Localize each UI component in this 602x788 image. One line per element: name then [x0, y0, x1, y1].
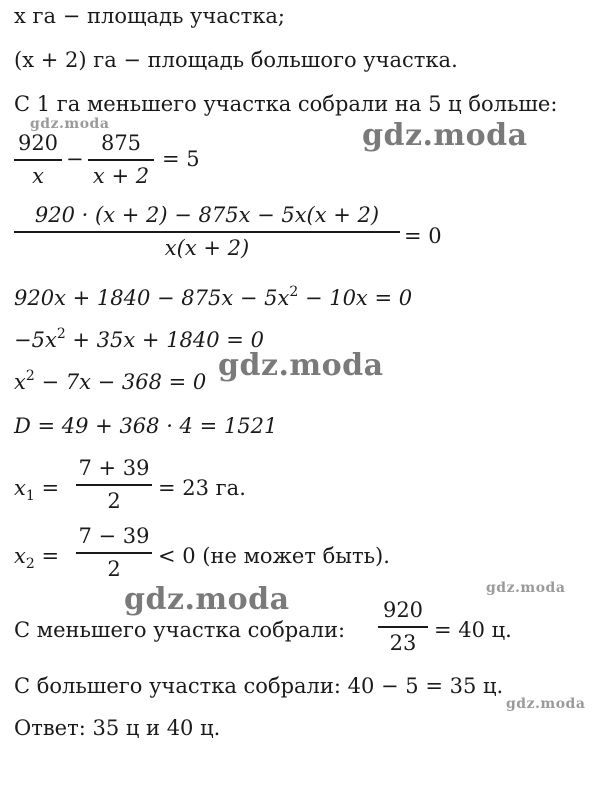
eq1-rhs: = 5: [162, 147, 200, 171]
small-plot-label: С меньшего участка собрали:: [14, 618, 346, 642]
eq4-part-a: −5x: [14, 328, 57, 352]
x1-num: 7 + 39: [78, 456, 150, 480]
x2-rhs: < 0 (не может быть).: [158, 544, 390, 568]
big-plot-line: С большего участка собрали: 40 − 5 = 35 ц.: [14, 674, 504, 698]
watermark: gdz.moda: [124, 582, 290, 617]
x2-den: 2: [107, 557, 121, 581]
x1-rhs: = 23 га.: [158, 476, 246, 500]
eq1-num-1: 920: [17, 131, 59, 155]
eq2-numerator: 920 · (x + 2) − 875x − 5x(x + 2): [34, 203, 380, 227]
x2-label: [14, 544, 60, 572]
fraction-bar: [378, 626, 428, 628]
fraction-bar: [76, 552, 152, 554]
watermark: gdz.moda: [486, 580, 566, 596]
x1-sub: 1: [25, 488, 35, 504]
eq4-part-c: + 35x + 1840 = 0: [65, 328, 264, 352]
x1-den: 2: [107, 489, 121, 513]
x2-sub: 2: [25, 556, 35, 572]
eq1-den-2: x + 2: [92, 164, 150, 188]
eq5-part-c: − 7x − 368 = 0: [34, 370, 207, 394]
eq1-den-1: x: [32, 164, 44, 188]
fraction-bar: [88, 159, 154, 161]
x2-fraction: [76, 526, 152, 580]
watermark: gdz.moda: [362, 118, 528, 153]
eq5-part-a: x: [14, 370, 26, 394]
x2-num: 7 − 39: [78, 524, 150, 548]
eq1-fraction-2: [88, 133, 154, 187]
answer-line: Ответ: 35 ц и 40 ц.: [14, 716, 221, 740]
eq3-part-a: 920x + 1840 − 875x − 5x: [14, 286, 290, 310]
x1-var: x: [14, 476, 26, 500]
small-plot-num: 920: [382, 598, 424, 622]
line-condition: С 1 га меньшего участка собрали на 5 ц больше:: [14, 92, 558, 116]
eq3-exponent: 2: [289, 284, 299, 300]
eq3-part-c: − 10x = 0: [298, 286, 413, 310]
eq1-num-2: 875: [100, 131, 142, 155]
eq1-fraction-1: [14, 133, 62, 187]
x2-var: x: [14, 544, 26, 568]
eq6-discriminant: D = 49 + 368 · 4 = 1521: [14, 414, 278, 438]
line-area-x: x га − площадь участка;: [14, 4, 285, 28]
x1-fraction: [76, 458, 152, 512]
eq5: [14, 368, 207, 394]
eq3: [14, 284, 413, 310]
x2-eq: =: [41, 544, 60, 568]
eq2-fraction: [14, 205, 400, 259]
watermark: gdz.moda: [30, 116, 110, 132]
small-plot-rhs: = 40 ц.: [434, 618, 512, 642]
x1-label: [14, 476, 60, 504]
eq5-exponent: 2: [25, 368, 35, 384]
fraction-bar: [14, 159, 62, 161]
eq2-denominator: x(x + 2): [164, 236, 250, 260]
fraction-bar: [76, 484, 152, 486]
line-area-x-plus-2: (x + 2) га − площадь большого участка.: [14, 48, 458, 72]
watermark: gdz.moda: [218, 348, 384, 383]
x1-eq: =: [41, 476, 60, 500]
watermark: gdz.moda: [506, 696, 586, 712]
eq4-exponent: 2: [56, 326, 66, 342]
small-plot-den: 23: [389, 631, 417, 655]
eq2-rhs: = 0: [404, 224, 442, 248]
small-plot-fraction: [378, 600, 428, 654]
fraction-bar: [14, 231, 400, 233]
eq1-minus: −: [66, 147, 84, 171]
